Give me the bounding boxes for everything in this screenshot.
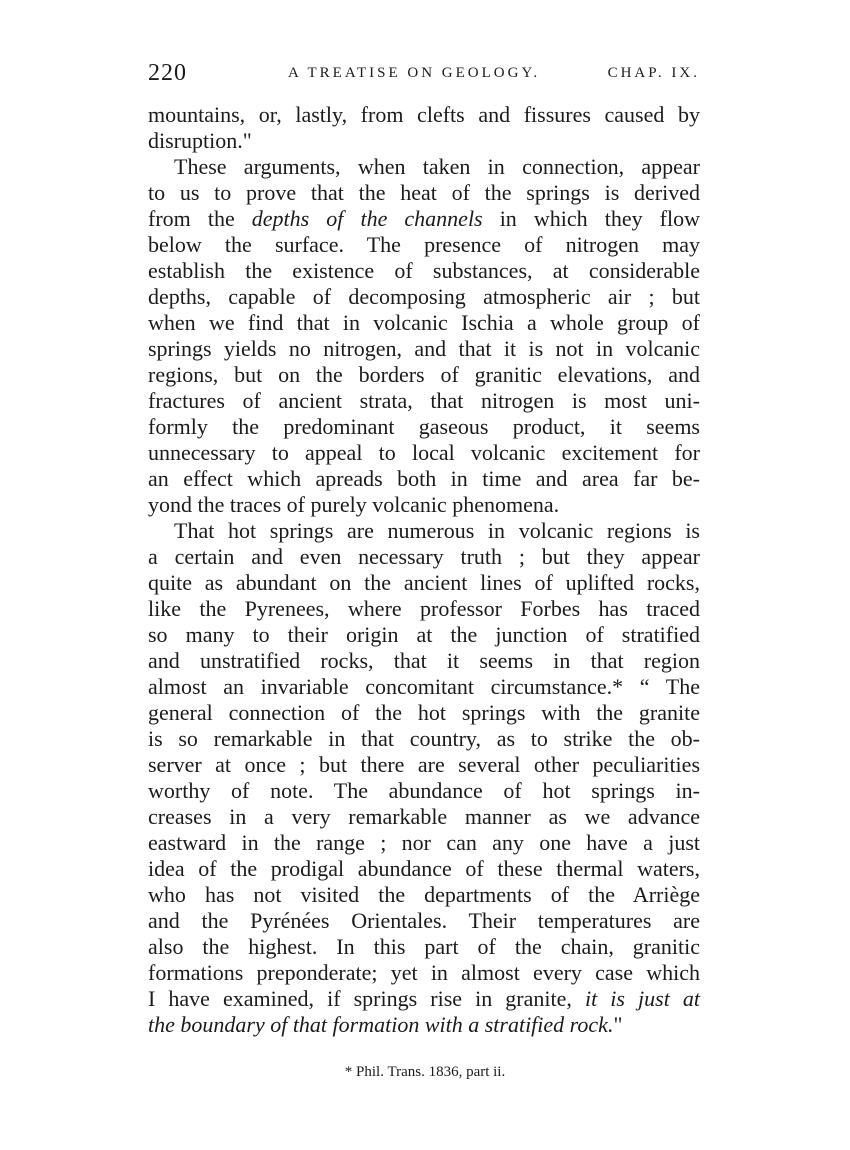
text-run: fractures of ancient strata, that nitrogen is most uni-	[148, 388, 700, 413]
text-run: That hot springs are numerous in volcanic regions is	[174, 518, 700, 543]
text-line	[148, 856, 700, 882]
text-run: eastward in the range ; nor can any one have a just	[148, 830, 700, 855]
text-line	[148, 414, 700, 440]
text-line	[148, 778, 700, 804]
text-line	[148, 492, 700, 518]
text-run: is so remarkable in that country, as to strike the ob-	[148, 726, 700, 751]
text-line	[148, 752, 700, 778]
text-line	[148, 726, 700, 752]
text-line	[148, 544, 700, 570]
body-text	[148, 102, 700, 1038]
text-line	[148, 986, 700, 1012]
text-run: yond the traces of purely volcanic phenomena.	[148, 492, 560, 517]
text-run: and the Pyrénées Orientales. Their temperatures are	[148, 908, 700, 933]
italic-text: the boundary of that formation with a stratified rock.	[148, 1012, 614, 1037]
text-line	[148, 934, 700, 960]
footnote: * Phil. Trans. 1836, part ii.	[344, 1064, 506, 1080]
text-run: like the Pyrenees, where professor Forbes has traced	[148, 596, 700, 621]
text-run: also the highest. In this part of the chain, granitic	[148, 934, 700, 959]
text-line	[148, 882, 700, 908]
text-run: server at once ; but there are several other peculiarities	[148, 752, 700, 777]
text-run: mountains, or, lastly, from clefts and fissures caused by	[148, 102, 700, 127]
text-line	[148, 102, 700, 128]
text-run: so many to their origin at the junction of stratified	[148, 622, 700, 647]
text-run: disruption."	[148, 128, 252, 153]
text-line	[148, 622, 700, 648]
text-run: creases in a very remarkable manner as we advance	[148, 804, 700, 829]
text-line	[148, 258, 700, 284]
text-line	[148, 830, 700, 856]
running-header	[148, 60, 700, 90]
text-line	[148, 206, 700, 232]
text-line	[148, 570, 700, 596]
text-run: worthy of note. The abundance of hot springs in-	[148, 778, 700, 803]
text-run: below the surface. The presence of nitrogen may	[148, 232, 700, 257]
text-line	[148, 154, 700, 180]
running-title: A TREATISE ON GEOLOGY.	[288, 65, 541, 81]
text-run: in which they flow	[482, 206, 700, 231]
text-run: general connection of the hot springs with the granite	[148, 700, 700, 725]
text-run: an effect which apreads both in time and area far be-	[148, 466, 700, 491]
text-run: springs yields no nitrogen, and that it is not in volcanic	[148, 336, 700, 361]
text-run: "	[613, 1012, 623, 1037]
italic-text: depths of the channels	[251, 206, 483, 231]
text-run: to us to prove that the heat of the springs is derived	[148, 180, 700, 205]
text-run: regions, but on the borders of granitic elevations, and	[148, 362, 700, 387]
text-line	[148, 128, 700, 154]
text-run: depths, capable of decomposing atmospheric air ; but	[148, 284, 700, 309]
text-run: who has not visited the departments of the Arriège	[148, 882, 700, 907]
text-line	[148, 362, 700, 388]
text-line	[148, 440, 700, 466]
text-run: from the	[148, 206, 252, 231]
text-run: unnecessary to appeal to local volcanic excitement for	[148, 440, 700, 465]
text-run: almost an invariable concomitant circumstance.* “ The	[148, 674, 700, 699]
text-run: I have examined, if springs rise in granite,	[148, 986, 585, 1011]
text-line	[148, 648, 700, 674]
text-line	[148, 908, 700, 934]
text-line	[148, 310, 700, 336]
text-run: formly the predominant gaseous product, it seems	[148, 414, 700, 439]
text-line	[148, 700, 700, 726]
text-run: a certain and even necessary truth ; but they appear	[148, 544, 700, 569]
text-run: formations preponderate; yet in almost every case which	[148, 960, 700, 985]
text-run: establish the existence of substances, at considerable	[148, 258, 700, 283]
text-line	[148, 518, 700, 544]
page-number: 220	[148, 60, 187, 86]
text-run: idea of the prodigal abundance of these thermal waters,	[148, 856, 700, 881]
chapter-label: CHAP. IX.	[607, 65, 700, 81]
text-line	[148, 336, 700, 362]
text-line	[148, 284, 700, 310]
text-line	[148, 180, 700, 206]
text-line	[148, 596, 700, 622]
text-run: and unstratified rocks, that it seems in that region	[148, 648, 700, 673]
text-line	[148, 960, 700, 986]
text-line	[148, 674, 700, 700]
text-line	[148, 232, 700, 258]
text-run: when we find that in volcanic Ischia a whole group of	[148, 310, 700, 335]
text-line	[148, 1012, 700, 1038]
text-run: quite as abundant on the ancient lines of uplifted rocks,	[148, 570, 700, 595]
text-line	[148, 466, 700, 492]
text-line	[148, 804, 700, 830]
italic-text: it is just at	[584, 986, 700, 1011]
text-run: These arguments, when taken in connection, appear	[174, 154, 700, 179]
text-line	[148, 388, 700, 414]
